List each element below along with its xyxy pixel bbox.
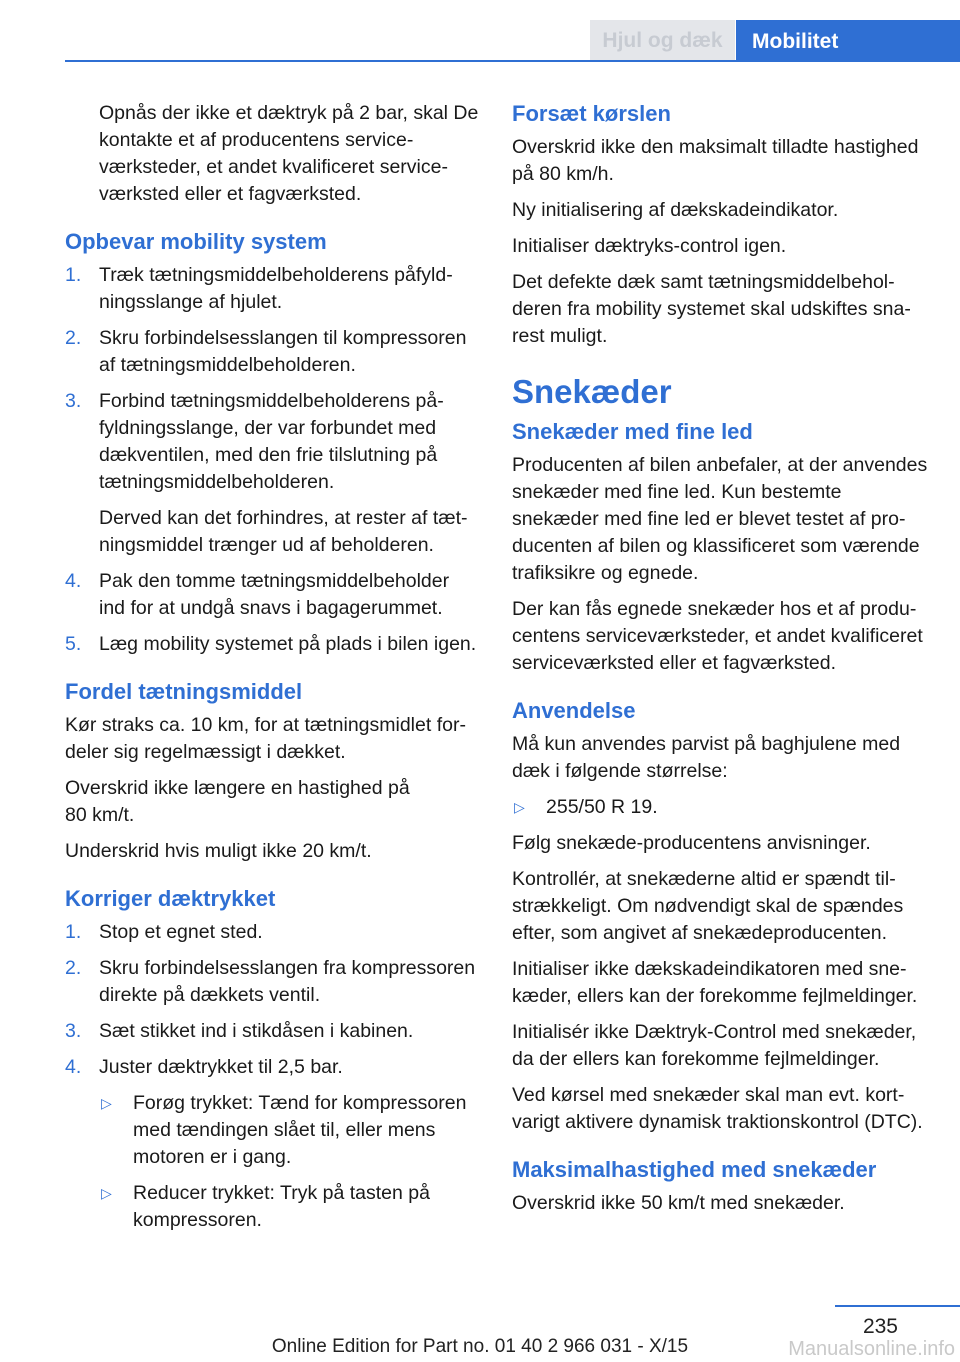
list-item	[99, 1090, 480, 1171]
heading-forsaet-koerslen: Forsæt kørslen	[512, 101, 671, 126]
step-text: Træk tætningsmiddelbeholderens påfyldningsslange af hjulet.	[99, 264, 453, 313]
tire-size-list	[512, 794, 932, 821]
header-rule	[65, 60, 960, 62]
bullet-text: Forøg trykket: Tænd for kompressoren med tændingen slået til, eller mens motoren er i gang.	[133, 1092, 467, 1168]
heading-opbevar-mobility-system: Opbevar mobility system	[65, 229, 327, 254]
paragraph: Det defekte dæk samt tætningsmiddelbeholderen fra mobility systemet skal udskiftes snarest muligt.	[512, 271, 911, 347]
paragraph: Kør straks ca. 10 km, for at tætningsmidlet fordeler sig regelmæssigt i dækket.	[65, 714, 466, 763]
list-item	[99, 1180, 480, 1234]
watermark: Manualsonline.info	[788, 1338, 955, 1360]
heading-snekaeder-med-fine-led: Snekæder med fine led	[512, 419, 753, 444]
bullet-text: Reducer trykket: Tryk på tasten på kompressoren.	[133, 1182, 430, 1231]
step-number: 2.	[65, 327, 82, 349]
paragraph	[65, 775, 480, 829]
paragraph: Der kan fås egnede snekæder hos et af producentens serviceværksteder, et andet kvalificeret serviceværksted eller et fagværksted.	[512, 598, 923, 674]
left-column	[65, 100, 480, 1243]
step-text: Sæt stikket ind i stikdåsen i kabinen.	[99, 1020, 414, 1042]
triangle-bullet-icon: ▷	[101, 1095, 112, 1111]
list-item	[65, 955, 480, 1009]
chapter-title-snekaeder: Snekæder	[512, 373, 672, 410]
step-number: 1.	[65, 921, 82, 943]
paragraph: Initialisér ikke Dæktryk-Control med snekæder, da der ellers kan forekomme fejlmeldinger.	[512, 1021, 917, 1070]
paragraph: Kontrollér, at snekæderne altid er spændt tilstrækkeligt. Om nødvendigt skal de spændes efter, som angivet af snekædeproducenten.	[512, 868, 904, 944]
list-item	[65, 1018, 480, 1045]
step-text: Juster dæktrykket til 2,5 bar.	[99, 1056, 343, 1078]
list-item	[65, 262, 480, 316]
paragraph-line: Overskrid ikke længere en hastighed på	[65, 777, 410, 799]
paragraph: Initialiser ikke dækskadeindikatoren med snekæder, ellers kan der forekomme fejlmeldinger.	[512, 958, 918, 1007]
paragraph: Overskrid ikke den maksimalt tilladte hastighed på 80 km/h.	[512, 136, 919, 185]
paragraph: Ved kørsel med snekæder skal man evt. kortvarigt aktivere dynamisk traktionskontrol (DTC).	[512, 1084, 923, 1133]
right-column	[512, 100, 932, 1226]
step-number: 4.	[65, 570, 82, 592]
paragraph-line: 80 km/t.	[65, 804, 135, 826]
triangle-bullet-icon: ▷	[101, 1185, 112, 1201]
step-text: Skru forbindelsesslangen fra kompressoren direkte på dækkets ventil.	[99, 957, 476, 1006]
paragraph: Ny initialisering af dækskadeindikator.	[512, 199, 839, 221]
heading-korriger-daektrykket: Korriger dæktrykket	[65, 886, 276, 911]
paragraph: Overskrid ikke 50 km/t med snekæder.	[512, 1192, 845, 1214]
list-item	[65, 1054, 480, 1234]
korriger-steps	[65, 919, 480, 1234]
page-header	[0, 0, 960, 62]
step-number: 4.	[65, 1056, 82, 1078]
step-number: 5.	[65, 633, 82, 655]
edition-line: Online Edition for Part no. 01 40 2 966 031 - X/15	[271, 1336, 689, 1357]
intro-paragraph: Opnås der ikke et dæktryk på 2 bar, skal De kontakte et af producentens serviceværksteder, et andet kvalificeret serviceværksted eller et fagværksted.	[99, 102, 479, 205]
step-number: 2.	[65, 957, 82, 979]
step-text: Skru forbindelsesslangen til kompressoren af tætningsmiddelbeholderen.	[99, 327, 467, 376]
paragraph: Initialiser dæktryks-control igen.	[512, 235, 787, 257]
list-item	[65, 631, 480, 658]
pressure-sub-list	[99, 1090, 480, 1234]
triangle-bullet-icon: ▷	[514, 799, 525, 815]
step-text: Læg mobility systemet på plads i bilen igen.	[99, 633, 477, 655]
step-text: Stop et egnet sted.	[99, 921, 263, 943]
step-number: 3.	[65, 390, 82, 412]
page-footer	[0, 1300, 960, 1362]
list-item	[65, 919, 480, 946]
footer-rule	[835, 1305, 960, 1307]
section-tab-hjul-og-daek[interactable]: Hjul og dæk	[590, 20, 735, 60]
list-item	[65, 568, 480, 622]
step-note: Derved kan det forhindres, at rester af tætningsmiddel trænger ud af beholderen.	[99, 507, 468, 556]
list-item	[65, 325, 480, 379]
step-number: 3.	[65, 1020, 82, 1042]
paragraph: Følg snekæde-producentens anvisninger.	[512, 832, 871, 854]
bullet-text: 255/50 R 19.	[546, 796, 658, 818]
heading-maksimalhastighed: Maksimalhastighed med snekæder	[512, 1157, 877, 1182]
step-text: Forbind tætningsmiddelbeholderens påfyldningsslange, der var forbundet med dækventilen, med den frie tilslutning på tætningsmiddelbeholderen.	[99, 390, 444, 493]
step-text: Pak den tomme tætningsmiddelbeholder ind for at undgå snavs i bagagerummet.	[99, 570, 450, 619]
list-item	[512, 794, 932, 821]
paragraph: Producenten af bilen anbefaler, at der anvendes snekæder med fine led. Kun bestemte snekæder med fine led er blevet testet af producenten af bilen og klassificeret som værende trafiksikre og egnede.	[512, 454, 928, 584]
heading-anvendelse: Anvendelse	[512, 698, 636, 723]
opbevar-steps	[65, 262, 480, 658]
section-tab-mobilitet[interactable]: Mobilitet	[736, 20, 960, 62]
paragraph: Underskrid hvis muligt ikke 20 km/t.	[65, 840, 372, 862]
page-number: 235	[862, 1315, 898, 1338]
list-item	[65, 388, 480, 559]
step-number: 1.	[65, 264, 82, 286]
heading-fordel-taetningsmiddel: Fordel tætningsmiddel	[65, 679, 303, 704]
paragraph: Må kun anvendes parvist på baghjulene med dæk i følgende størrelse:	[512, 733, 901, 782]
